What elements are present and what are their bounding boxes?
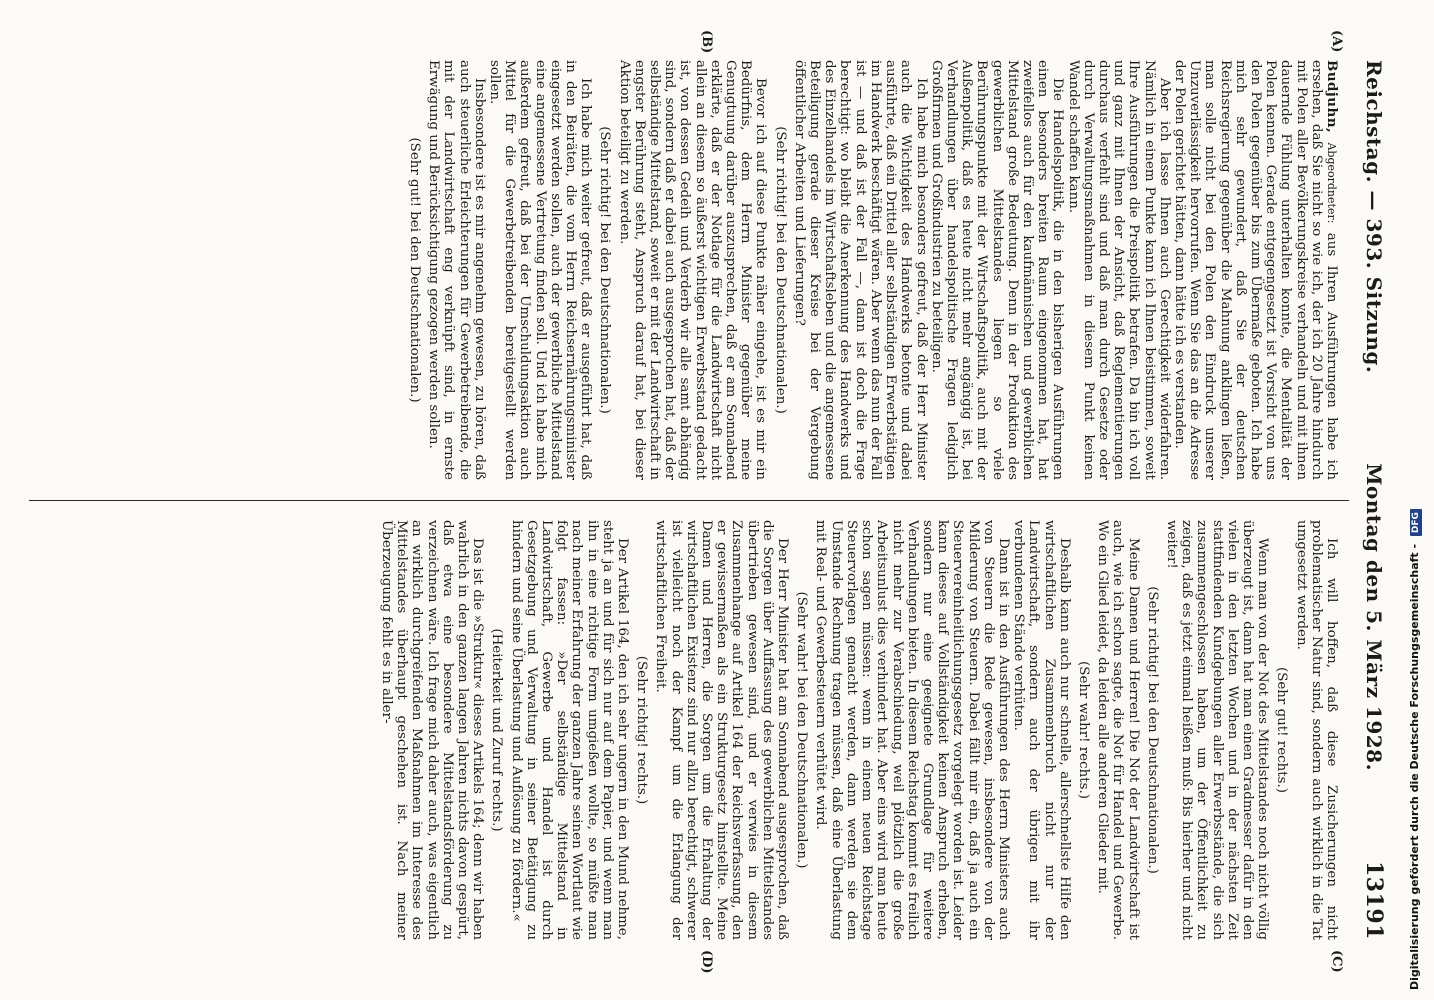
paragraph: Dann ist in den Ausführungen des Herrn Ministers auch von Steuern die Rede gewesen, insbesondere von der Milderung von Steuern. Dabei fällt mir ein, daß ja auch ein Steuervereinheitlichungsgesetz vorgelegt worden ist. Leider kann dieses auf Vollständigkeit keinen Anspruch erheben, sondern nur eine geeignete Grundlage für weitere Verhandlungen bieten. In diesem Reichstag kommt es freilich nicht mehr zur Verabschiedung, weil plötzlich die große Arbeitsunlust dies verhindert hat. Aber eins wird man heute schon sagen müssen: wenn in einem neuen Reichstage Steuervorlagen gemacht werden, dann werden sie dem Umstande Rechnung tragen müssen, daß eine Überlastung mit Real- und Gewerbesteuern verhütet wird. bbox=[813, 520, 1011, 940]
interjection: (Heiterkeit und Zuruf rechts.) bbox=[489, 628, 505, 832]
column-divider bbox=[29, 500, 1349, 501]
paragraph: Insbesondere ist es mir angenehm gewesen, zu hören, daß auch steuerliche Erleichterungen für Gewerbetreibende, die mit der Landwirtschaft eng verknüpft sind, in ernste Erwägung und Berücksichtigung gezogen werden sollen. bbox=[426, 60, 487, 480]
page-number: 13191 bbox=[1361, 860, 1387, 940]
interjection: (Sehr richtig! rechts.) bbox=[634, 655, 650, 805]
interjection: (Sehr richtig! bei den Deutschnationalen.) bbox=[1144, 586, 1160, 874]
interjection: (Sehr gut! rechts.) bbox=[1274, 666, 1290, 793]
digitization-credit bbox=[1408, 0, 1428, 990]
page-header bbox=[1354, 60, 1394, 940]
paragraph: aus Ihren Ausführungen habe ich ersehen, daß Sie nicht so wie ich, der ich 20 Jahre hindurch mit Polen aller Bevölkerungskreise verhandeln und mit ihnen dauernde Fühlung unterhalten konnte, die Mentalität der Polen kennen. Gerade entgegengesetzt ist Vorsicht von uns den Polen gegenüber bis zum Übermaße geboten. Ich habe mich sehr gewundert, daß Sie der deutschen Reichsregierung gegenüber die Mahnung anklingen ließen, man solle nicht bei den Polen den Eindruck unserer Unzuverlässigkeit hervorrufen. Wenn Sie das an die Adresse der Polen gerichtet hätten, dann hätte ich es verstanden. bbox=[1171, 60, 1339, 480]
interjection: (Sehr wahr! rechts.) bbox=[1075, 661, 1091, 799]
paragraph: Die Handelspolitik, die in den bisherigen Ausführungen einen besonders breiten Raum eingenommen hat, hat zweifellos auch für den kaufmännischen und gewerblichen Mittelstand große Bedeutung. Denn in der Produktion des gewerblichen Mittelstandes liegen so viele Berührungspunkte mit der Wirtschaftspolitik, auch mit der Außenpolitik, daß es heute nicht mehr angängig ist, bei Verhandlungen über handelspolitische Fragen lediglich Großfirmen und Großindustrien zu beteiligen. bbox=[928, 60, 1066, 480]
right-column bbox=[379, 520, 1339, 940]
speaker-name: Budjuhn, bbox=[1324, 60, 1340, 134]
paragraph: Meine Damen und Herren! Die Not der Landwirtschaft ist auch, wie ich schon sagte, die Not für Handel und Gewerbe. Wo ein Glied leidet, da leiden alle anderen Glieder mit. bbox=[1095, 520, 1141, 940]
interjection: (Sehr richtig! bei den Deutschnationalen.) bbox=[772, 126, 788, 414]
paragraph: Ich will hoffen, daß diese Zusicherungen nicht problematischer Natur sind, sondern auch wirklich in die Tat umgesetzt werden. bbox=[1293, 520, 1339, 940]
left-column bbox=[403, 60, 1339, 480]
paragraph: Ich habe mich weiter gefreut, daß er ausgeführt hat, daß in den Beiräten, die vom Herrn Reichsernährungsminister eingesetzt werden sollen, auch der gewerbliche Mittelstand eine angemessene Vertretung finden soll. Und ich habe mich außerdem gefreut, daß bei der Umschuldungsaktion auch Mittel für die Gewerbetreibenden bereitgestellt werden sollen. bbox=[487, 60, 594, 480]
paragraph: Deshalb kann auch nur schnelle, allerschnellste Hilfe den wirtschaftlichen Zusammenbruch nicht nur der Landwirtschaft, sondern auch der übrigen mit ihr verbundenen Stände verhüten. bbox=[1011, 520, 1072, 940]
paragraph: Bevor ich auf diese Punkte näher eingehe, ist es mir ein Bedürfnis, dem Herrn Minister gegenüber meine Genugtuung darüber auszusprechen, daß er am Sonnabend erklärte, daß er der Notlage für die Landwirtschaft nicht allein an diesem so äußerst wichtigen Erwerbsstand gedacht ist, von dessen Gedeih und Verderb wir alle samt abhängig sind, sondern daß er dabei auch ausgesprochen hat, daß der selbständige Mittelstand, soweit er mit der Landwirtschaft in engster Berührung steht, Anspruch darauf hat, bei dieser Aktion beteiligt zu werden. bbox=[616, 60, 769, 480]
paragraph: Ich habe mich besonders gefreut, daß der Herr Minister auch die Wichtigkeit des Handwerks betonte und dabei ausführte, daß ein Drittel aller selbständigen Erwerbstätigen im Handwerk beschäftigt wären. Aber wenn das nun der Fall ist — und daß ist der Fall —, dann ist doch die Frage berechtigt: wo bleibt die Anerkennung des Handwerks und des Einzelhandels im Wirtschaftsleben und die angemessene Beteiligung gerade dieser Kreise bei der Vergebung öffentlicher Arbeiten und Lieferungen? bbox=[791, 60, 929, 480]
paragraph: Wenn man von der Not des Mittelstandes noch nicht völlig überzeugt ist, dann hat man einen Gradmesser dafür in den vielen in den letzten Wochen und in der nächsten Zeit stattfindenden Kundgebungen aller Erwerbsstände, die sich zusammengeschlossen haben, um der Öffentlichkeit zu zeigen, daß es jetzt einmal heißen muß: Bis hierher und nicht weiter! bbox=[1163, 520, 1271, 940]
margin-marker-b: (B) bbox=[699, 30, 714, 54]
paragraph: Das ist die »Struktur« dieses Artikels 164; denn wir haben wahrlich in den ganzen langen Jahren nichts davon gespürt, daß etwa eine besondere Mittelstandsförderung zu verzeichnen wäre. Ich frage mich daher auch, was eigentlich an wirklich durchgreifenden Maßnahmen im Interesse des Mittelstandes überhaupt geschehen ist. Nach meiner Überzeugung fehlt es in aller- bbox=[379, 520, 486, 940]
header-right: Montag den 5. März 1928. bbox=[1362, 463, 1386, 772]
interjection: (Sehr richtig! bei den Deutschnationalen.) bbox=[597, 126, 613, 414]
margin-marker-c: (C) bbox=[1329, 950, 1344, 973]
credit-text: Digitalisierung gefördert durch die Deutsche Forschungsgemeinschaft - bbox=[1408, 543, 1421, 990]
interjection: (Sehr gut! bei den Deutschnationalen.) bbox=[407, 137, 423, 403]
margin-marker-a: (A) bbox=[1329, 30, 1344, 53]
paragraph: Der Artikel 164, den ich sehr ungern in den Mund nehme, steht ja an und für sich nur auf dem Papier, und wenn man ihn in eine richtige Form umgießen wollte, so müßte man nach meiner Erfahrung der ganzen Jahre seinen Wortlaut wie folgt fassen: »Der selbständige Mittelstand in Landwirtschaft, Gewerbe und Handel ist durch Gesetzgebung und Verwaltung in seiner Betätigung zu hindern und seine Überlastung und Auflösung zu fördern.« bbox=[508, 520, 631, 940]
margin-marker-d: (D) bbox=[699, 950, 714, 974]
paragraph: Aber ich lasse Ihnen auch Gerechtigkeit widerfahren. Nämlich in einem Punkte kann ich Ihnen beistimmen, soweit Ihre Ausführungen die Preispolitik betrafen. Da bin ich voll und ganz mit Ihnen der Ansicht, daß Reglementierungen durchaus verfehlt sind und daß man durch Gesetze oder durch Verwaltungsmaßnahmen in diesem Punkt keinen Wandel schaffen kann. bbox=[1065, 60, 1172, 480]
speaker-role: Abgeordneter: bbox=[1325, 142, 1338, 224]
interjection: (Sehr wahr! bei den Deutschnationalen.) bbox=[794, 591, 810, 869]
paragraph: Der Herr Minister hat am Sonnabend ausgesprochen, daß die Sorgen über Auffassung des gewerblichen Mittelstandes übertrieben gewesen sind, und er verwies in diesem Zusammenhange auf Artikel 164 der Reichsverfassung, den er gewissermaßen als ein Strukturgesetz hinstellte. Meine Damen und Herren, die Sorgen um die Erhaltung der wirtschaftlichen Existenz sind nur allzu berechtigt, schwerer ist vielleicht noch der Kampf um die Erlangung der wirtschaftlichen Freiheit. bbox=[653, 520, 791, 940]
speaker-line bbox=[1172, 60, 1339, 480]
dfg-logo: DFG bbox=[1410, 509, 1422, 536]
header-left: Reichstag. — 393. Sitzung. bbox=[1362, 60, 1386, 374]
